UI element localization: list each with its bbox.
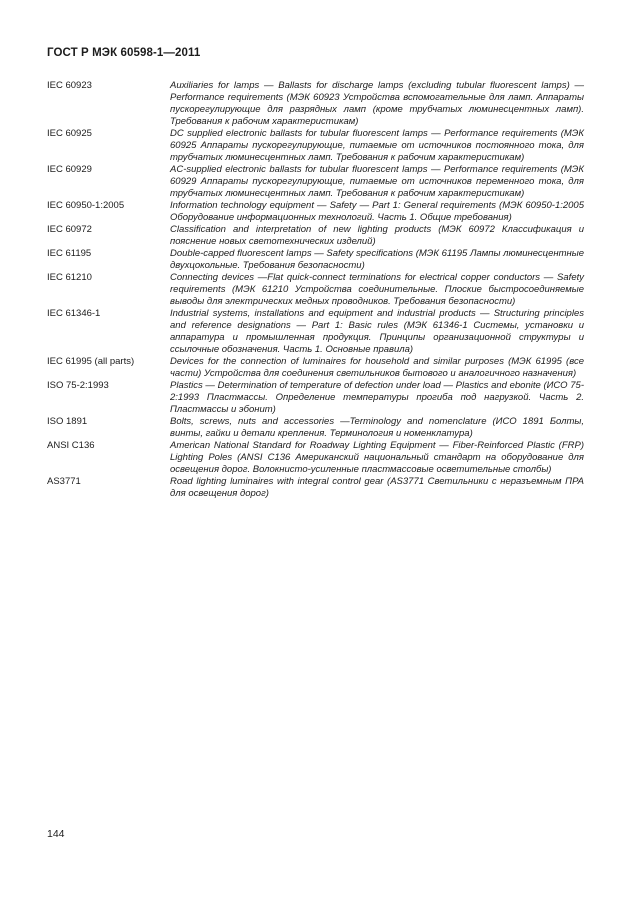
reference-title: DC supplied electronic ballasts for tubular fluorescent lamps — Performance requirements (МЭК 60925 Аппараты пускорегулирующие, питаемые от источников постоянного тока, для трубчатых люминесцентных ламп. Требования к рабочим характеристикам) (170, 128, 584, 163)
reference-code: IEC 60972 (47, 224, 92, 235)
reference-code: IEC 61210 (47, 272, 92, 283)
reference-row (47, 380, 584, 416)
reference-code: IEC 60929 (47, 164, 92, 175)
reference-code: IEC 61195 (47, 248, 92, 259)
reference-row (47, 356, 584, 380)
reference-title: Bolts, screws, nuts and accessories —Terminology and nomenclature (ИСО 1891 Болты, винты, гайки и детали крепления. Терминология и номенклатура) (170, 416, 584, 439)
reference-row (47, 476, 584, 500)
reference-title: Road lighting luminaires with integral control gear (AS3771 Светильники с неразъемным ПРА для освещения дорог) (170, 476, 584, 499)
reference-title: Connecting devices —Flat quick-connect terminations for electrical copper conductors — Safety requirements (МЭК 61210 Устройства соединительные. Плоские быстросоединяемые выводы для электрических медных проводников. Требования безопасности) (170, 272, 584, 307)
reference-row (47, 308, 584, 356)
reference-row (47, 272, 584, 308)
reference-title: American National Standard for Roadway Lighting Equipment — Fiber-Reinforced Plastic (FRP) Lighting Poles (ANSI C136 Американский национальный стандарт на оборудование для освещения дорог. Волокнисто-усиленные пластмассовые осветительные столбы) (170, 440, 584, 475)
reference-code: ANSI C136 (47, 440, 95, 451)
reference-code: IEC 60923 (47, 80, 92, 91)
reference-row (47, 164, 584, 200)
reference-title: Plastics — Determination of temperature of defection under load — Plastics and ebonite (ИСО 75-2:1993 Пластмассы. Определение температуры прогиба под нагрузкой. Часть 2. Пластмассы и эбонит) (170, 380, 584, 415)
reference-row (47, 416, 584, 440)
reference-code: AS3771 (47, 476, 81, 487)
reference-row (47, 128, 584, 164)
reference-title: Classification and interpretation of new lighting products (МЭК 60972 Классификация и пояснение новых светотехнических изделий) (170, 224, 584, 247)
reference-code: ISO 1891 (47, 416, 88, 427)
references-list (47, 80, 584, 500)
reference-code: IEC 60925 (47, 128, 92, 139)
reference-code: IEC 61346-1 (47, 308, 101, 319)
reference-title: AC-supplied electronic ballasts for tubular fluorescent lamps — Performance requirements (МЭК 60929 Аппараты пускорегулирующие, питаемые от источников переменного тока, для трубчатых люминесцентных ламп. Требования к рабочим характеристикам) (170, 164, 584, 199)
reference-code: IEC 61995 (all parts) (47, 356, 135, 367)
reference-row (47, 80, 584, 128)
document-header: ГОСТ Р МЭК 60598-1—2011 (47, 47, 201, 59)
reference-row (47, 200, 584, 224)
reference-code: ISO 75-2:1993 (47, 380, 109, 391)
reference-title: Double-capped fluorescent lamps — Safety specifications (МЭК 61195 Лампы люминесцентные двухцокольные. Требования безопасности) (170, 248, 584, 271)
reference-row (47, 440, 584, 476)
reference-title: Industrial systems, installations and equipment and industrial products — Structuring principles and reference designations — Part 1: Basic rules (МЭК 61346-1 Системы, установки и аппаратура и промышленная продукция. Принципы организационной структуры и ссылочные обозначения. Часть 1. Основные правила) (170, 308, 584, 355)
reference-code: IEC 60950-1:2005 (47, 200, 125, 211)
reference-title: Information technology equipment — Safety — Part 1: General requirements (МЭК 60950-1:2005 Оборудование информационных технологий. Часть 1. Общие требования) (170, 200, 584, 223)
reference-title: Devices for the connection of luminaires for household and similar purposes (МЭК 61995 (все части) Устройства для соединения светильников бытового и аналогичного назначения) (170, 356, 584, 379)
reference-row (47, 248, 584, 272)
reference-title: Auxiliaries for lamps — Ballasts for discharge lamps (excluding tubular fluorescent lamps) — Performance requirements (МЭК 60923 Устройства вспомогательные для ламп. Аппараты пускорегулирующие для разрядных ламп (кроме трубчатых люминесцентных ламп). Требования к рабочим характеристикам) (170, 80, 584, 127)
page-number: 144 (47, 828, 65, 840)
reference-row (47, 224, 584, 248)
